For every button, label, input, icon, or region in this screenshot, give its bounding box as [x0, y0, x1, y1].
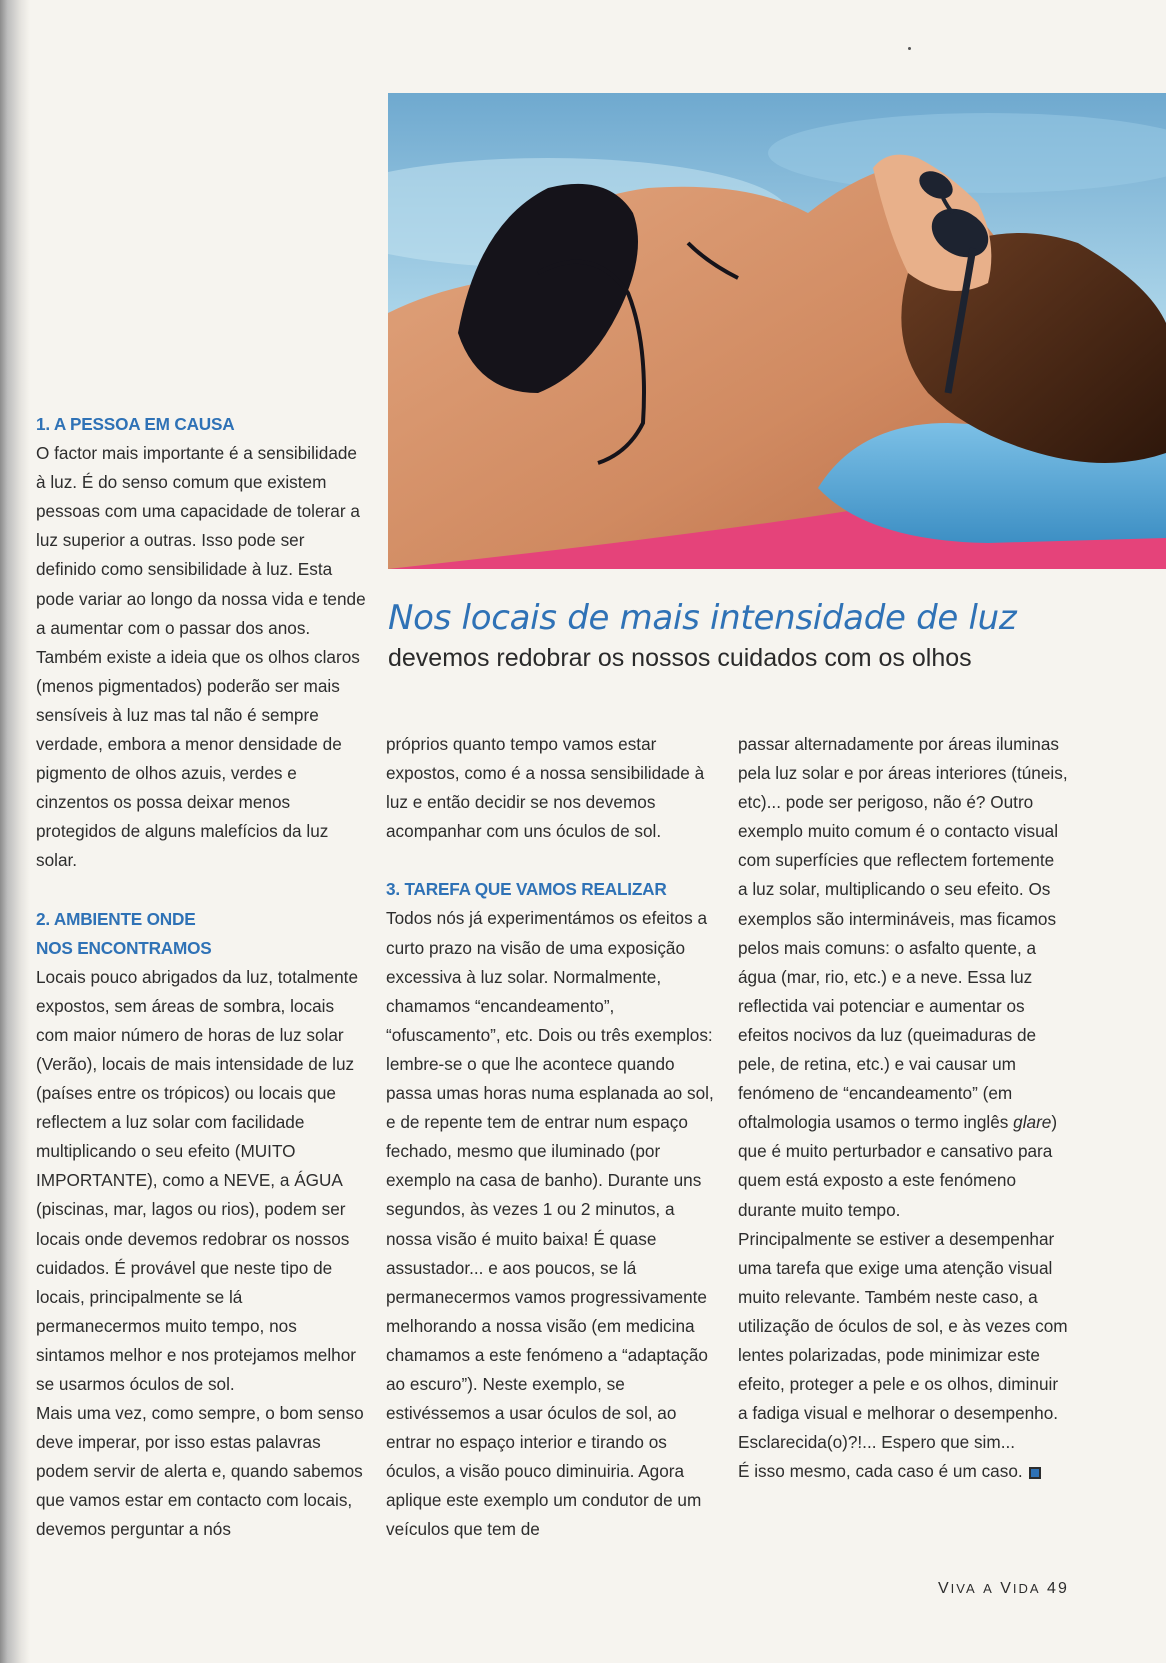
- section-2-text: Locais pouco abrigados da luz, totalmente expostos, sem áreas de sombra, locais com maior número de horas de luz solar (Verão), locais de mais intensidade de luz (países entre os trópicos) ou locais que reflectem a luz solar com facilidade multiplicando o seu efeito (MUITO IMPORTANTE), como a NEVE, a ÁGUA (piscinas, mar, lagos ou rios), podem ser locais onde devemos redobrar os nossos cuidados. É provável que neste tipo de locais, principalmente se lá permanecermos muito tempo, nos sintamos melhor e nos protejamos melhor se usarmos óculos de sol.: [36, 966, 358, 1394]
- section-3-text: Todos nós já experimentámos os efeitos a curto prazo na visão de uma exposição excessiva à luz solar. Normalmente, chamamos “encandeamento”, “ofuscamento”, etc. Dois ou três exemplos: lembre-se o que lhe acontece quando passa umas horas numa esplanada ao sol, e de repente tem de entrar num espaço fechado, mesmo que iluminado (por exemplo na casa de banho). Durante uns segundos, às vezes 1 ou 2 minutos, a nossa visão é muito baixa! É quase assustador... e aos poucos, se lá permanecermos vamos progressivamente melhorando a nossa visão (em medicina chamamos a este fenómeno a “adaptação ao escuro”). Neste exemplo, se estivéssemos a usar óculos de sol, ao entrar no espaço interior e tirando os óculos, a visão pouco diminuiria. Agora aplique este exemplo um condutor de um veículos que tem de: [386, 908, 714, 1540]
- woman-sunbathing-image: [388, 93, 1166, 569]
- folio-v: V: [938, 1580, 951, 1597]
- section-2-heading-line2: NOS ENCONTRAMOS: [36, 937, 212, 958]
- end-of-article-icon: [1029, 1467, 1041, 1479]
- pull-quote: [388, 596, 1148, 675]
- section-3-text-e: É isso mesmo, cada caso é um caso.: [738, 1461, 1023, 1482]
- article-photo: [388, 93, 1166, 569]
- column-1: [36, 410, 366, 1545]
- section-3-text-c: Principalmente se estiver a desempenhar uma tarefa que exige uma atenção visual muito relevante. Também neste caso, a utilização de óculos de sol, e às vezes com lentes polarizadas, pode minimizar este efeito, proteger a pele e os olhos, diminuir a fadiga visual e melhorar o desempenho.: [738, 1228, 1068, 1424]
- section-3-text-b: ) que é muito perturbador e cansativo para quem está exposto a este fenómeno durante muito tempo.: [738, 1112, 1058, 1220]
- folio-v2: V: [1000, 1580, 1013, 1597]
- section-1-heading: 1. A PESSOA EM CAUSA: [36, 414, 235, 434]
- print-speck: [908, 47, 911, 50]
- section-2-heading-line1: 2. AMBIENTE ONDE: [36, 908, 196, 929]
- section-3-text-a: passar alternadamente por áreas iluminas pela luz solar e por áreas interiores (túneis, etc)... pode ser perigoso, não é? Outro exemplo muito comum é o contacto visual com superfícies que reflectem fortemente a luz solar, multiplicando o seu efeito. Os exemplos são intermináveis, mas ficamos pelos mais comuns: o asfalto quente, a água (mar, rio, etc.) e a neve. Essa luz reflectida vai potenciar e aumentar os efeitos nocivos da luz (queimaduras de pele, de retina, etc.) e vai causar um fenómeno de “encandeamento” (em oftalmologia usamos o termo inglês: [738, 734, 1068, 1133]
- section-3-closing: [738, 1457, 1068, 1486]
- folio-iva: IVA: [950, 1581, 977, 1596]
- glare-term: glare: [1013, 1112, 1052, 1133]
- pull-quote-sub: devemos redobrar os nossos cuidados com os olhos: [388, 644, 972, 672]
- column-2: [386, 730, 716, 1545]
- folio-a: A: [983, 1581, 994, 1596]
- section-3-heading: 3. TAREFA QUE VAMOS REALIZAR: [386, 879, 667, 900]
- page-folio: [938, 1580, 1069, 1598]
- folio-ida: IDA: [1012, 1581, 1041, 1596]
- section-2-continued: próprios quanto tempo vamos estar expostos, como é a nossa sensibilidade à luz e então decidir se nos devemos acompanhar com uns óculos de sol.: [386, 734, 705, 842]
- section-1-text: O factor mais importante é a sensibilidade à luz. É do senso comum que existem pessoas com uma capacidade de tolerar a luz superior a outras. Isso pode ser definido como sensibilidade à luz. Esta pode variar ao longo da nossa vida e tende a aumentar com o passar dos anos. Também existe a ideia que os olhos claros (menos pigmentados) poderão ser mais sensíveis à luz mas tal não é sempre verdade, embora a menor densidade de pigmento de olhos azuis, verdes e cinzentos os possa deixar menos protegidos de alguns malefícios da luz solar.: [36, 443, 366, 871]
- section-2-text-2: Mais uma vez, como sempre, o bom senso deve imperar, por isso estas palavras podem servir de alerta e, quando sabemos que vamos estar em contacto com locais, devemos perguntar a nós: [36, 1403, 364, 1540]
- section-3-continued: [738, 730, 1068, 1225]
- column-3: [738, 730, 1068, 1486]
- pull-quote-main: Nos locais de mais intensidade de luz: [388, 598, 1017, 638]
- page-spine-shadow: [0, 0, 30, 1663]
- section-3-text-d: Esclarecida(o)?!... Espero que sim...: [738, 1432, 1016, 1453]
- page-number: 49: [1047, 1580, 1069, 1597]
